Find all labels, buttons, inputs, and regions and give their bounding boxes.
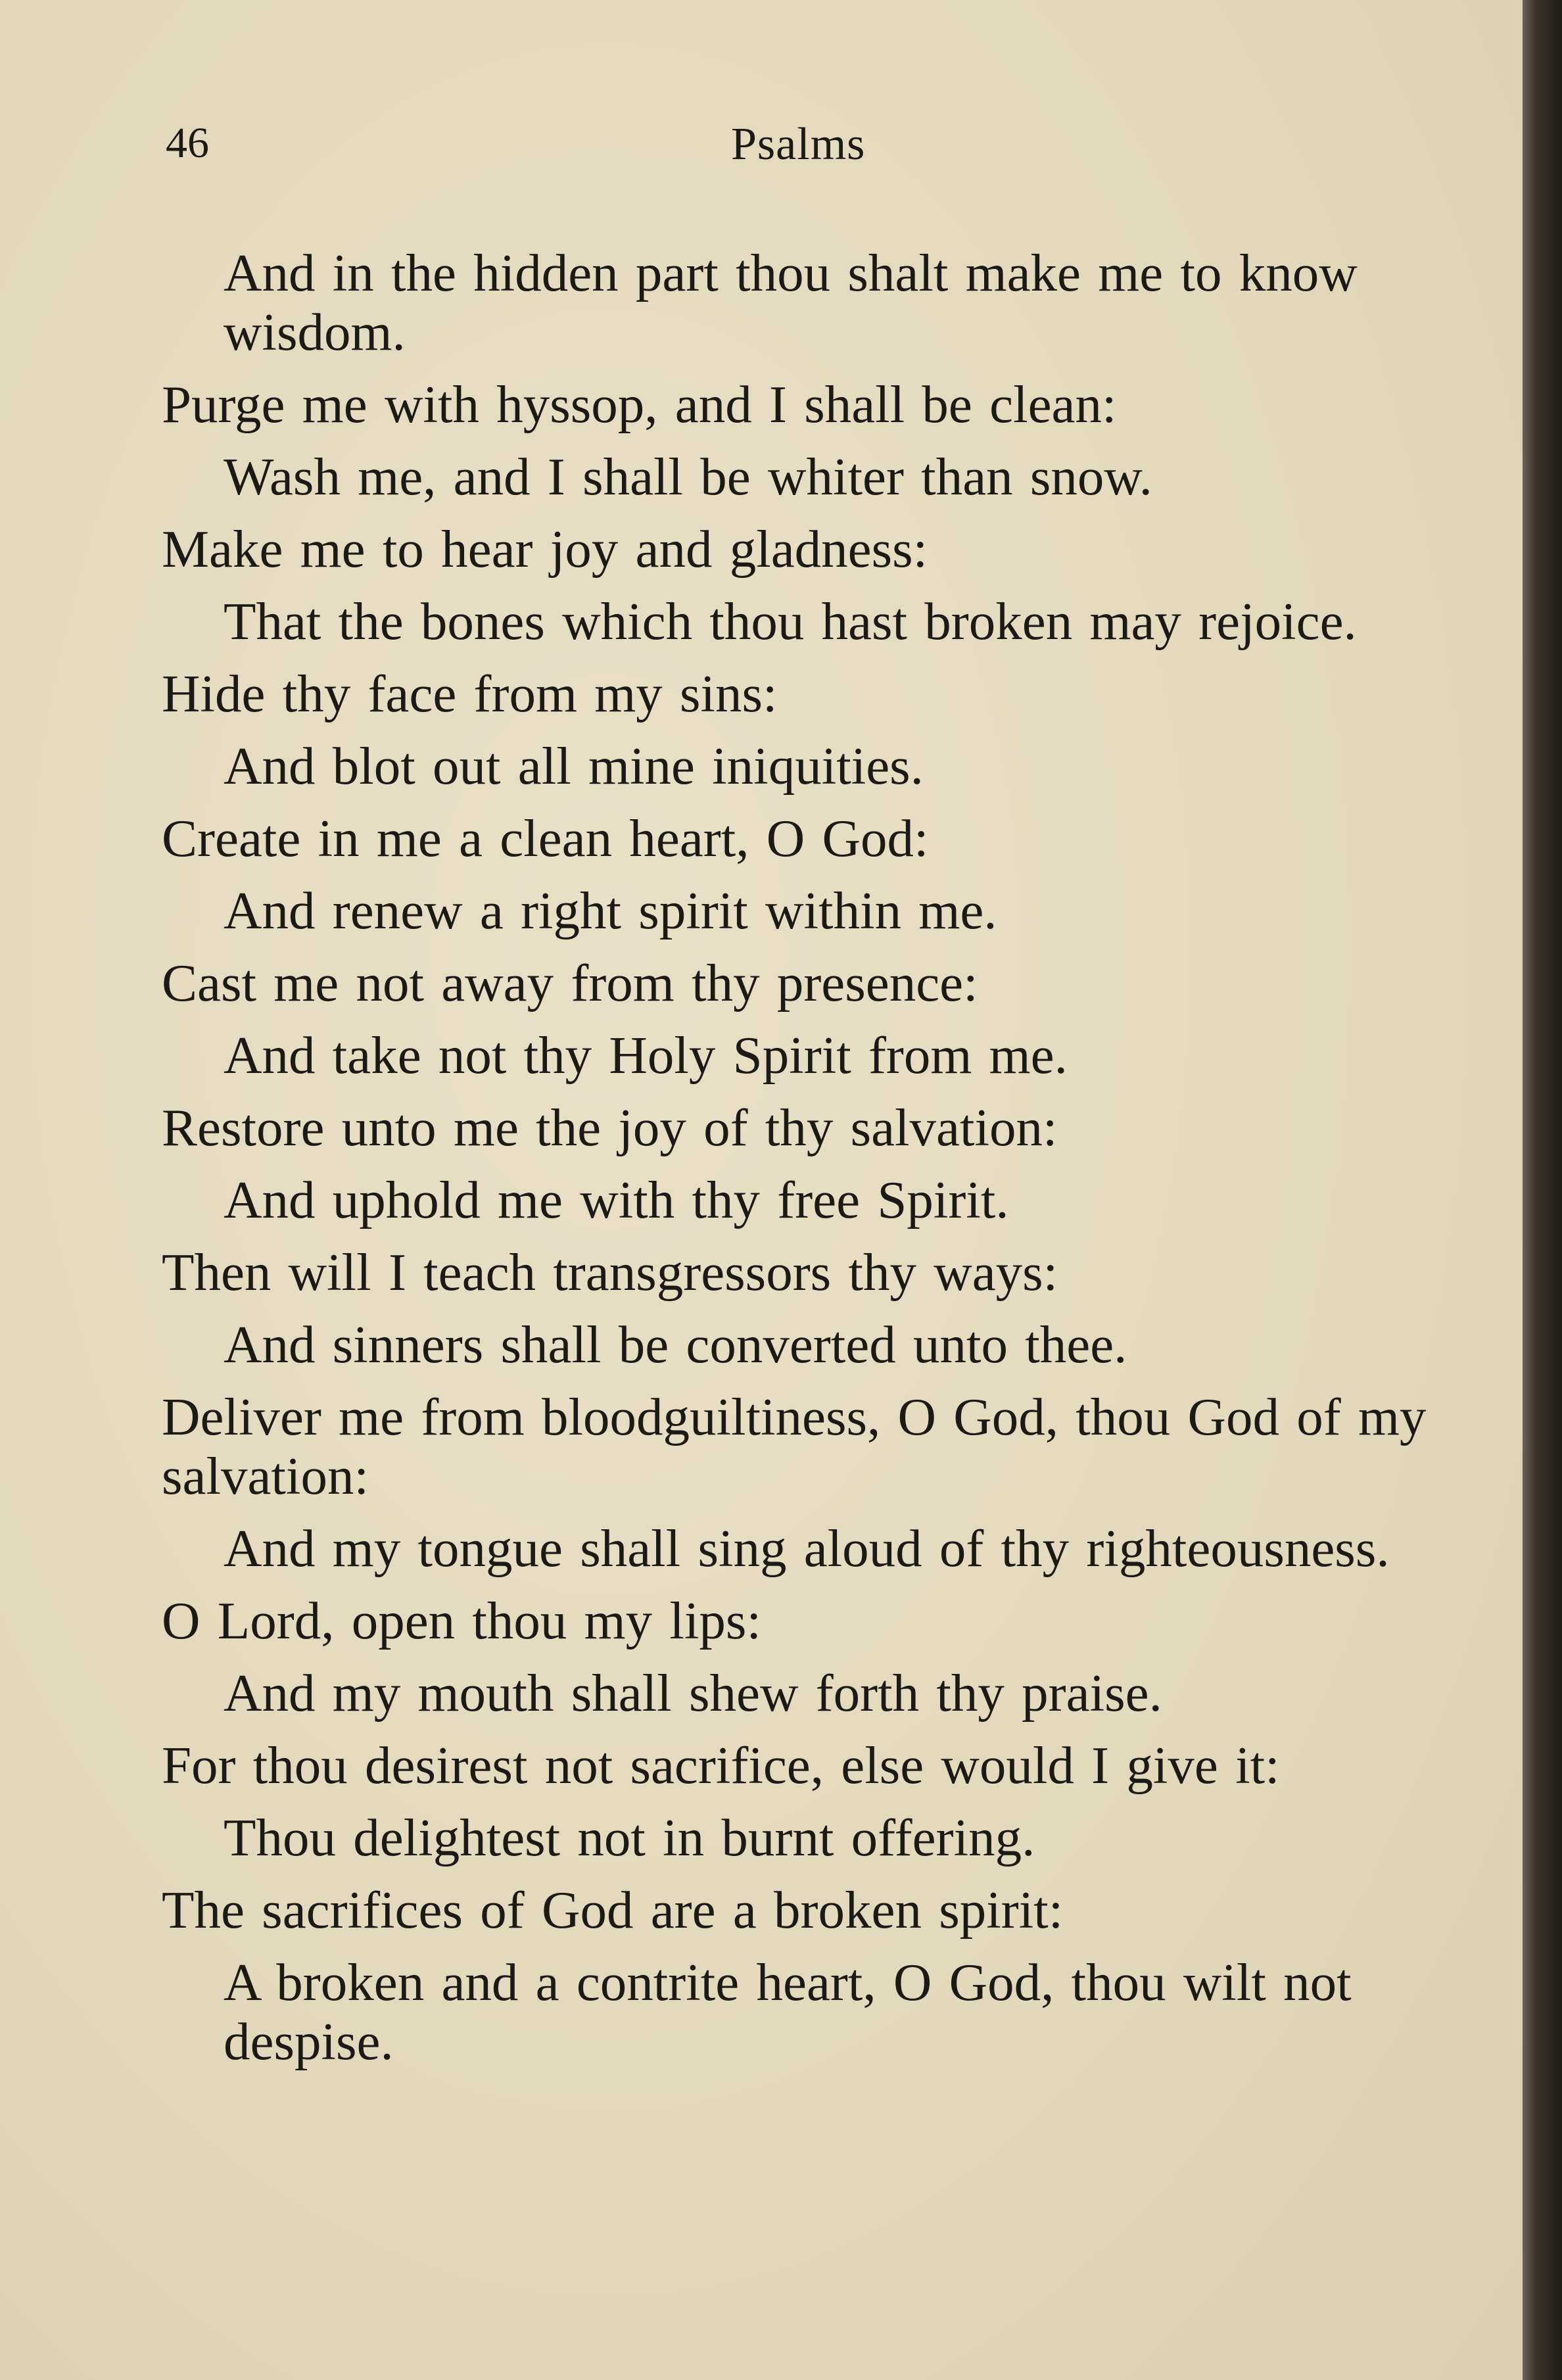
verse-first-half: The sacrifices of God are a broken spirit: [162, 1880, 1064, 1940]
verse-first-half: O Lord, open thou my lips: [162, 1591, 761, 1650]
verse-second-half: And sinners shall be converted unto thee. [224, 1315, 1127, 1374]
verse-first-half: Restore unto me the joy of thy salvation: [162, 1098, 1058, 1157]
running-head: Psalms [731, 119, 866, 170]
book-edge [1523, 0, 1562, 2380]
verse-second-half: And renew a right spirit within me. [224, 881, 997, 940]
verse-first-half: Make me to hear joy and gladness: [162, 519, 928, 579]
verse-second-half: And my tongue shall sing aloud of thy righteousness. [224, 1519, 1390, 1578]
verse-first-half: Cast me not away from thy presence: [162, 953, 978, 1012]
verse-first-half: Hide thy face from my sins: [162, 664, 778, 723]
verse-second-half: And take not thy Holy Spirit from me. [224, 1026, 1068, 1085]
verse-first-half: Create in me a clean heart, O God: [162, 809, 929, 868]
verse-first-half: Purge me with hyssop, and I shall be clean: [162, 375, 1117, 434]
verse-second-half: Wash me, and I shall be whiter than snow. [224, 447, 1152, 506]
verse-first-half: Deliver me from bloodguiltiness, O God, thou God of my salvation: [162, 1387, 1427, 1506]
verse-second-half: A broken and a contrite heart, O God, thou wilt not despise. [224, 1953, 1352, 2071]
psalm-text [162, 243, 1450, 2071]
verse-second-half: Thou delightest not in burnt offering. [224, 1808, 1035, 1867]
page-number: 46 [166, 119, 209, 167]
verse-second-half: And blot out all mine iniquities. [224, 736, 924, 796]
verse-first-half: Then will I teach transgressors thy ways: [162, 1243, 1058, 1302]
verse-first-half: For thou desirest not sacrifice, else would I give it: [162, 1736, 1280, 1795]
verse-second-half: And uphold me with thy free Spirit. [224, 1170, 1009, 1229]
verse-second-half: That the bones which thou hast broken may rejoice. [224, 592, 1357, 651]
page-header [166, 112, 1448, 191]
verse-second-half: And in the hidden part thou shalt make me to know wisdom. [224, 243, 1358, 362]
verse-second-half: And my mouth shall shew forth thy praise. [224, 1663, 1162, 1723]
